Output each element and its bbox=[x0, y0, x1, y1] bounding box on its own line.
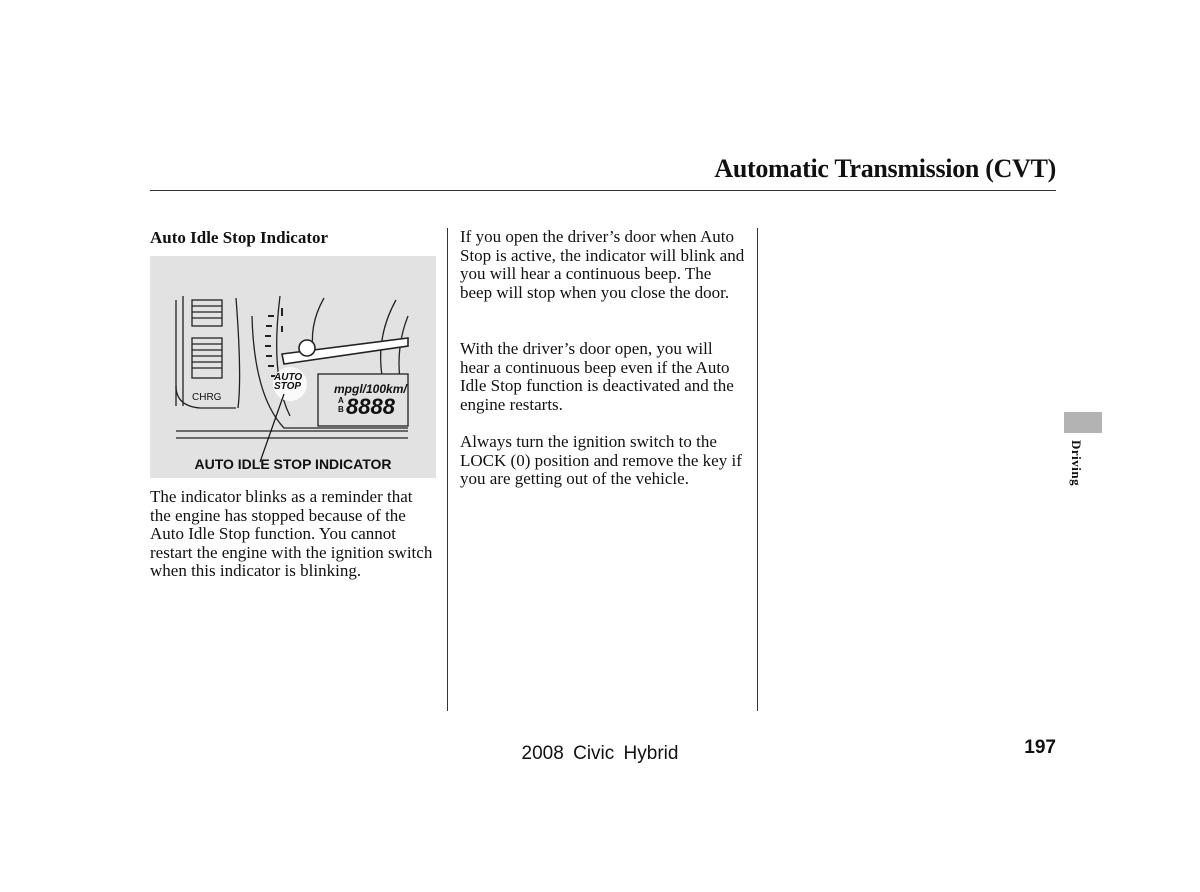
auto-stop-indicator-line2: STOP bbox=[274, 381, 302, 392]
middle-paragraph-1: If you open the driver’s door when Auto Stop is active, the indicator will blink and you will hear a continuous beep. The beep will stop when you close the door. bbox=[460, 227, 745, 302]
display-unit-label: mpgl/100km/ bbox=[334, 382, 407, 396]
footer-model: 2008 Civic Hybrid bbox=[521, 743, 679, 764]
column-divider-right bbox=[757, 228, 758, 711]
section-tab-label: Driving bbox=[1069, 440, 1084, 487]
trip-a-label: A bbox=[338, 396, 344, 405]
auto-stop-indicator-line1: AUTO bbox=[274, 372, 303, 383]
title-rule bbox=[150, 190, 1056, 191]
trip-b-label: B bbox=[338, 405, 344, 414]
middle-paragraph-3: Always turn the ignition switch to the LOCK (0) position and remove the key if you are getting out of the vehicle. bbox=[460, 432, 742, 489]
left-paragraph: The indicator blinks as a reminder that the engine has stopped because of the Auto Idle Stop function. You cannot restart the engine with the ignition switch when this indicator is blinking. bbox=[150, 487, 433, 581]
section-tab-marker bbox=[1064, 412, 1102, 433]
page-number: 197 bbox=[1024, 737, 1056, 758]
chrg-label: CHRG bbox=[192, 392, 222, 403]
page-title: Automatic Transmission (CVT) bbox=[714, 154, 1056, 183]
display-digits: 8888 bbox=[346, 394, 395, 419]
middle-paragraph-2: With the driver’s door open, you will hear a continuous beep even if the Auto Idle Stop function is deactivated and the engine restarts. bbox=[460, 339, 734, 414]
figure-caption: AUTO IDLE STOP INDICATOR bbox=[194, 456, 392, 472]
column-divider-left bbox=[447, 228, 448, 711]
leader-line bbox=[260, 394, 284, 462]
instrument-illustration bbox=[150, 256, 436, 478]
section-heading: Auto Idle Stop Indicator bbox=[150, 228, 329, 247]
instrument-figure bbox=[150, 256, 436, 478]
